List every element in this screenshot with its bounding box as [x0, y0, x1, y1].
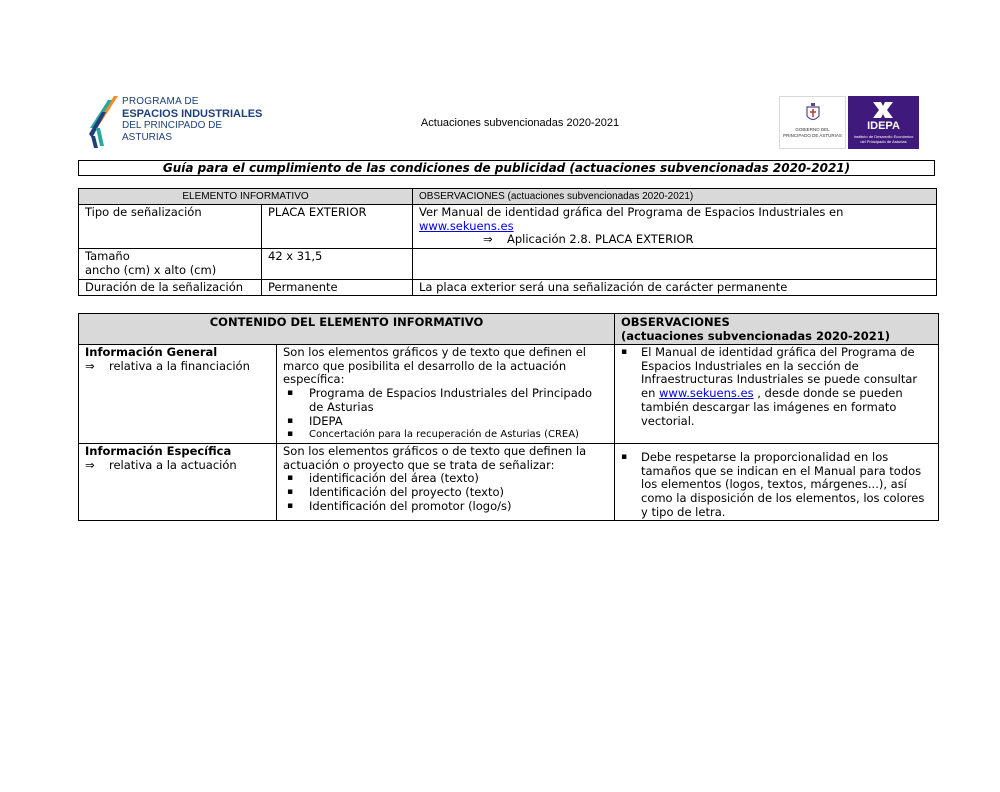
table-row [79, 345, 939, 444]
general-list [283, 387, 608, 442]
row-label [79, 443, 277, 521]
row-label: Duración de la señalización [79, 279, 262, 296]
row-label [79, 249, 262, 279]
general-obs-before: El Manual de identidad gráfica del Programa de Espacios Industriales en la sección de Infraestructuras Industriales se puede consultar en [641, 345, 918, 401]
general-sub [85, 360, 270, 374]
general-title: Información General [85, 345, 218, 359]
obs-text: Ver Manual de identidad gráfica del Programa de Espacios Industriales en [419, 205, 844, 219]
table-elemento-informativo [78, 188, 937, 296]
table-contenido [78, 313, 939, 521]
header-contenido: CONTENIDO DEL ELEMENTO INFORMATIVO [79, 314, 615, 345]
general-sub-text: relativa a la financiación [109, 358, 250, 373]
arrow-right-icon: ⇒ [483, 232, 493, 247]
idepa-name: IDEPA [867, 120, 900, 132]
gobierno-logo [779, 96, 846, 149]
aplicacion-line [419, 233, 930, 247]
program-logo-mark-icon [88, 94, 122, 150]
especifica-desc: Son los elementos gráficos o de texto que definen la actuación o proyecto que se trata de señalizar: [283, 443, 587, 472]
especifica-sub [85, 459, 270, 473]
especifica-sub-text: relativa a la actuación [109, 457, 237, 472]
general-desc: Son los elementos gráficos y de texto que definen el marco que posibilita el desarrollo de la actuación específica: [283, 345, 586, 387]
row-observacion [413, 249, 937, 279]
row-value: Permanente [262, 279, 413, 296]
row-observacion: La placa exterior será una señalización de carácter permanente [413, 279, 937, 296]
header-obs-line-1: OBSERVACIONES [621, 315, 730, 329]
aplicacion-text: Aplicación 2.8. PLACA EXTERIOR [507, 232, 694, 247]
sekuens-link[interactable]: www.sekuens.es [419, 218, 514, 233]
general-observacion [615, 345, 939, 444]
header-title: Actuaciones subvencionadas 2020-2021 [420, 117, 620, 129]
row-value: 42 x 31,5 [262, 249, 413, 279]
logo-line-2: ESPACIOS INDUSTRIALES [122, 108, 263, 120]
coat-of-arms-icon [806, 103, 820, 123]
arrow-right-icon: ⇒ [85, 457, 95, 472]
list-item: ▪ Programa de Espacios Industriales del Principado de Asturias [309, 387, 608, 414]
idepa-mark-icon [873, 102, 893, 118]
general-content [277, 345, 615, 444]
sekuens-link[interactable]: www.sekuens.es [659, 386, 754, 401]
gobierno-line-2: PRINCIPADO DE ASTURIAS [783, 133, 842, 138]
guide-title: Guía para el cumplimiento de las condiciones de publicidad (actuaciones subvencionadas 2020-2021) [78, 160, 935, 176]
arrow-right-icon: ⇒ [85, 358, 95, 373]
gobierno-line-1: GOBIERNO DEL [795, 127, 830, 132]
table-row [79, 249, 937, 279]
list-item: ▪ IDEPA [309, 415, 608, 429]
general-obs-after: , desde donde se pueden también descargar las imágenes en formato vectorial. [641, 386, 903, 428]
table-row [79, 205, 937, 249]
square-bullet-icon: ▪ [621, 451, 628, 462]
header-observaciones [615, 314, 939, 345]
header-obs-line-2: (actuaciones subvencionadas 2020-2021) [621, 329, 891, 343]
label-line-2: ancho (cm) x alto (cm) [85, 262, 217, 277]
list-item: ▪ Identificación del promotor (logo/s) [309, 500, 608, 514]
row-label [79, 345, 277, 444]
row-label: Tipo de señalización [79, 205, 262, 249]
especifica-content [277, 443, 615, 521]
especifica-obs-text: Debe respetarse la proporcionalidad en los tamaños que se indican en el Manual para todos los elementos (logos, textos, márgenes...), así como la disposición de los elementos, los colores y tipo de letra. [641, 449, 925, 519]
especifica-observacion [615, 443, 939, 521]
especifica-title: Información Específica [85, 443, 232, 458]
list-item: ▪ Concertación para la recuperación de Asturias (CREA) [309, 428, 608, 442]
program-logo [88, 94, 268, 150]
idepa-sub-line-2: del Principado de Asturias [860, 139, 907, 144]
label-line-1: Tamaño [85, 249, 130, 264]
general-obs-item [621, 346, 932, 428]
idepa-sub-line-1: Instituto de Desarrollo Económico [853, 134, 914, 139]
idepa-logo [848, 96, 919, 149]
especifica-list [283, 472, 608, 513]
table-row [79, 279, 937, 296]
header-observaciones: OBSERVACIONES (actuaciones subvencionadas 2020-2021) [413, 189, 937, 205]
list-item: ▪ Identificación del proyecto (texto) [309, 486, 608, 500]
logo-line-1: PROGRAMA DE [122, 96, 199, 107]
table-row [79, 443, 939, 521]
row-value: PLACA EXTERIOR [262, 205, 413, 249]
especifica-obs-item [621, 451, 932, 520]
table-header-row [79, 189, 937, 205]
institution-logos [779, 96, 919, 149]
table-header-row [79, 314, 939, 345]
square-bullet-icon: ▪ [621, 347, 628, 357]
list-item: ▪ identificación del área (texto) [309, 472, 608, 486]
row-observacion [413, 205, 937, 249]
logo-line-3: DEL PRINCIPADO DE ASTURIAS [122, 120, 223, 143]
header-elemento: ELEMENTO INFORMATIVO [79, 189, 413, 205]
